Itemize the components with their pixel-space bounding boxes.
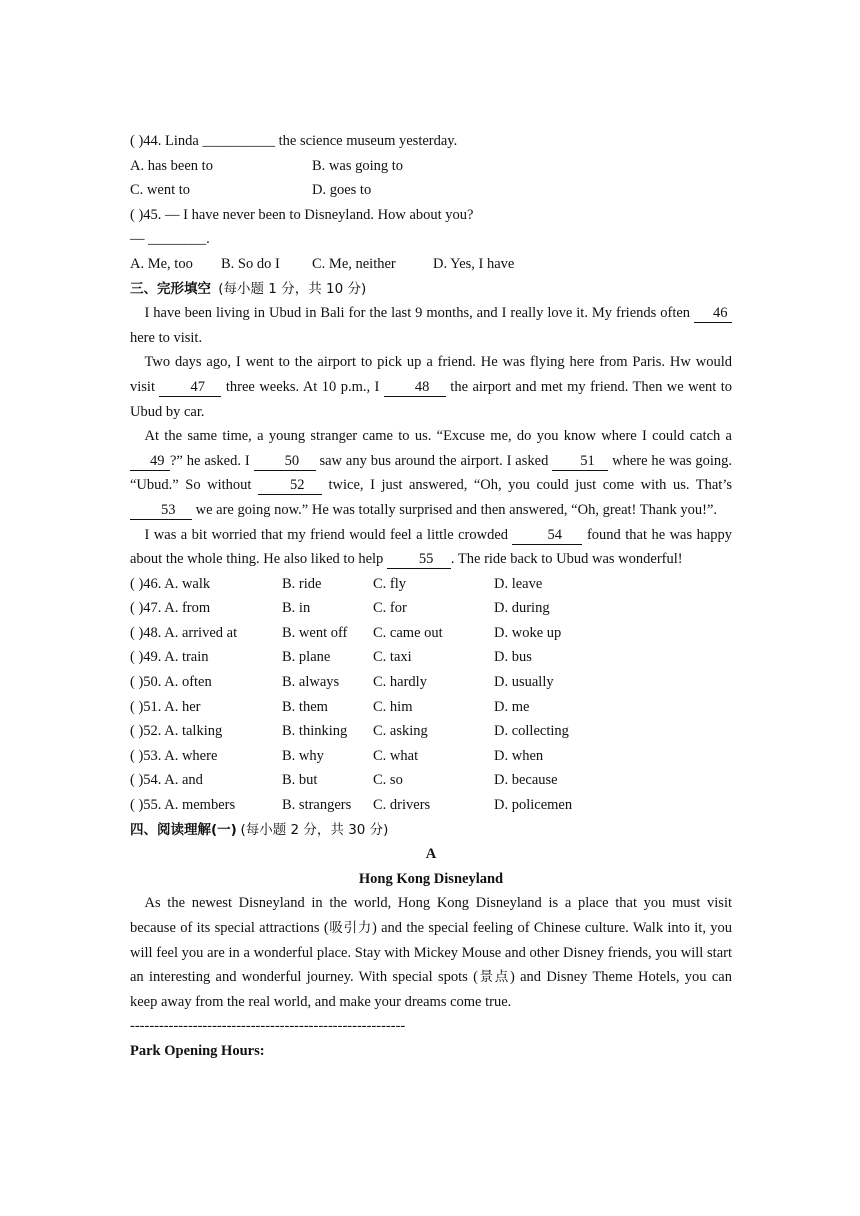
text: three weeks. At 10 p.m., I bbox=[225, 378, 380, 395]
text: ) and Disney Theme Hotels, you can keep away from the real world, and make your dreams come true. bbox=[130, 969, 732, 1010]
question-option-a: ( )50. A. often bbox=[130, 674, 212, 691]
section-3-heading bbox=[130, 277, 732, 302]
option-a: A. has been to bbox=[130, 157, 213, 174]
option-b: B. but bbox=[282, 772, 318, 789]
option-d: D. because bbox=[494, 772, 558, 789]
option-b: B. strangers bbox=[282, 797, 352, 814]
text: ?” he asked. I bbox=[170, 452, 250, 469]
cloze-option-row bbox=[130, 572, 732, 597]
option-c: C. him bbox=[373, 698, 413, 715]
section-4-heading bbox=[130, 818, 732, 843]
option-b: B. plane bbox=[282, 649, 331, 666]
text: As the newest Disneyland in the world, Hong Kong Disneyland is a place that you must visit because of its special attractions ( bbox=[130, 895, 732, 936]
cloze-option-row bbox=[130, 621, 732, 646]
cloze-option-row bbox=[130, 645, 732, 670]
question-option-a: ( )54. A. and bbox=[130, 772, 203, 789]
text: here to visit. bbox=[130, 329, 203, 346]
blank-47: 47 bbox=[159, 379, 221, 397]
text: saw any bus around the airport. I asked bbox=[319, 452, 549, 469]
text: ) and the special feeling of Chinese culture. Walk into it, you will feel you are in a wonderful place. Stay with Mickey Mouse and other Disney friends, you will start an interesting and wonderful journey. With special spots ( bbox=[130, 920, 732, 986]
option-d: D. bus bbox=[494, 649, 532, 666]
option-d: D. collecting bbox=[494, 723, 569, 740]
option-c: C. what bbox=[373, 747, 419, 764]
blank-51: 51 bbox=[552, 453, 608, 471]
cloze-option-row bbox=[130, 695, 732, 720]
cloze-option-row bbox=[130, 768, 732, 793]
option-c: C. for bbox=[373, 600, 407, 617]
option-c: C. went to bbox=[130, 182, 191, 199]
option-c: C. taxi bbox=[373, 649, 412, 666]
option-d: D. policemen bbox=[494, 797, 573, 814]
question-45-stem: ( )45. — I have never been to Disneyland. How about you? bbox=[130, 206, 474, 223]
text: twice, I just answered, “Oh, you could just come with us. That’s bbox=[328, 477, 733, 494]
option-d: D. usually bbox=[494, 674, 554, 691]
blank-49: 49 bbox=[130, 453, 170, 471]
option-b: B. was going to bbox=[312, 157, 404, 174]
text: we are going now.” He was totally surprised and then answered, “Oh, great! Thank you!”. bbox=[195, 501, 718, 518]
blank-50: 50 bbox=[254, 453, 316, 471]
passage-title: Hong Kong Disneyland bbox=[358, 870, 504, 887]
option-a: A. Me, too bbox=[130, 255, 193, 272]
option-b: B. them bbox=[282, 698, 328, 715]
question-option-a: ( )53. A. where bbox=[130, 747, 218, 764]
text: where he was going. “Ubud.” So without bbox=[130, 452, 733, 494]
cloze-options-list bbox=[130, 572, 732, 818]
cloze-paragraph-2 bbox=[130, 350, 732, 424]
option-b: B. always bbox=[282, 674, 340, 691]
divider-line: --------------------------------------------------------- bbox=[130, 1018, 406, 1035]
passage-letter: A bbox=[425, 846, 437, 863]
question-option-a: ( )48. A. arrived at bbox=[130, 624, 238, 641]
question-44-options-ab bbox=[130, 154, 732, 179]
park-hours-heading: Park Opening Hours: bbox=[130, 1042, 265, 1059]
text: . The ride back to Ubud was wonderful! bbox=[450, 551, 683, 568]
question-option-a: ( )46. A. walk bbox=[130, 575, 211, 592]
section-4-title: 四、阅读理解(一) bbox=[130, 821, 237, 838]
question-44-options-cd bbox=[130, 178, 732, 203]
cloze-option-row bbox=[130, 596, 732, 621]
cloze-option-row bbox=[130, 793, 732, 818]
option-d: D. goes to bbox=[312, 182, 372, 199]
text: At the same time, a young stranger came to us. “Excuse me, do you know where I could catch a bbox=[144, 428, 732, 445]
text: I was a bit worried that my friend would feel a little crowded bbox=[144, 526, 509, 543]
question-45-options bbox=[130, 252, 732, 277]
question-option-a: ( )49. A. train bbox=[130, 649, 209, 666]
text: Two days ago, I went to the airport to pick up a friend. He was flying here from Paris. Hw would visit bbox=[130, 354, 732, 395]
option-d: D. when bbox=[494, 747, 544, 764]
section-3-note: (每小题 1 分，共 10 分) bbox=[218, 280, 367, 297]
chinese-gloss: 吸引力 bbox=[328, 920, 372, 936]
option-d: D. Yes, I have bbox=[433, 255, 515, 272]
option-d: D. during bbox=[494, 600, 550, 617]
option-b: B. went off bbox=[282, 624, 348, 641]
cloze-paragraph-1 bbox=[130, 301, 732, 350]
blank-53: 53 bbox=[130, 502, 192, 520]
blank-46: 46 bbox=[694, 305, 732, 323]
option-c: C. drivers bbox=[373, 797, 431, 814]
section-4-note: (每小题 2 分，共 30 分) bbox=[240, 821, 389, 838]
text: the airport and met my friend. Then we went to Ubud by car. bbox=[130, 378, 733, 420]
option-d: D. me bbox=[494, 698, 530, 715]
option-c: C. asking bbox=[373, 723, 428, 740]
option-b: B. So do I bbox=[221, 255, 280, 272]
cloze-paragraph-3 bbox=[130, 424, 732, 522]
question-option-a: ( )52. A. talking bbox=[130, 723, 223, 740]
text: found that he was happy about the whole thing. He also liked to help bbox=[130, 526, 733, 568]
option-c: C. hardly bbox=[373, 674, 427, 691]
question-44-stem: ( )44. Linda __________ the science museum yesterday. bbox=[130, 133, 458, 149]
chinese-gloss: 景点 bbox=[477, 969, 510, 986]
option-b: B. ride bbox=[282, 575, 322, 592]
section-3-title: 三、完形填空 bbox=[130, 280, 211, 297]
cloze-paragraph-4 bbox=[130, 523, 732, 572]
blank-54: 54 bbox=[512, 527, 582, 545]
question-option-a: ( )55. A. members bbox=[130, 797, 236, 814]
blank-48: 48 bbox=[384, 379, 446, 397]
option-b: B. why bbox=[282, 747, 324, 764]
question-45-answer-line: — ________. bbox=[130, 231, 210, 248]
text: I have been living in Ubud in Bali for the last 9 months, and I really love it. My friends often bbox=[144, 305, 691, 322]
option-b: B. thinking bbox=[282, 723, 348, 740]
cloze-option-row bbox=[130, 744, 732, 769]
option-b: B. in bbox=[282, 600, 311, 617]
blank-52: 52 bbox=[258, 477, 322, 495]
question-option-a: ( )51. A. her bbox=[130, 698, 201, 715]
option-d: D. woke up bbox=[494, 624, 562, 641]
option-c: C. so bbox=[373, 772, 403, 789]
blank-55: 55 bbox=[387, 551, 451, 569]
option-d: D. leave bbox=[494, 575, 543, 592]
question-option-a: ( )47. A. from bbox=[130, 600, 211, 617]
passage-body bbox=[130, 891, 732, 1014]
document-page bbox=[130, 129, 732, 1064]
option-c: C. fly bbox=[373, 575, 407, 592]
option-c: C. came out bbox=[373, 624, 443, 641]
cloze-option-row bbox=[130, 670, 732, 695]
option-c: C. Me, neither bbox=[312, 255, 396, 272]
cloze-option-row bbox=[130, 719, 732, 744]
